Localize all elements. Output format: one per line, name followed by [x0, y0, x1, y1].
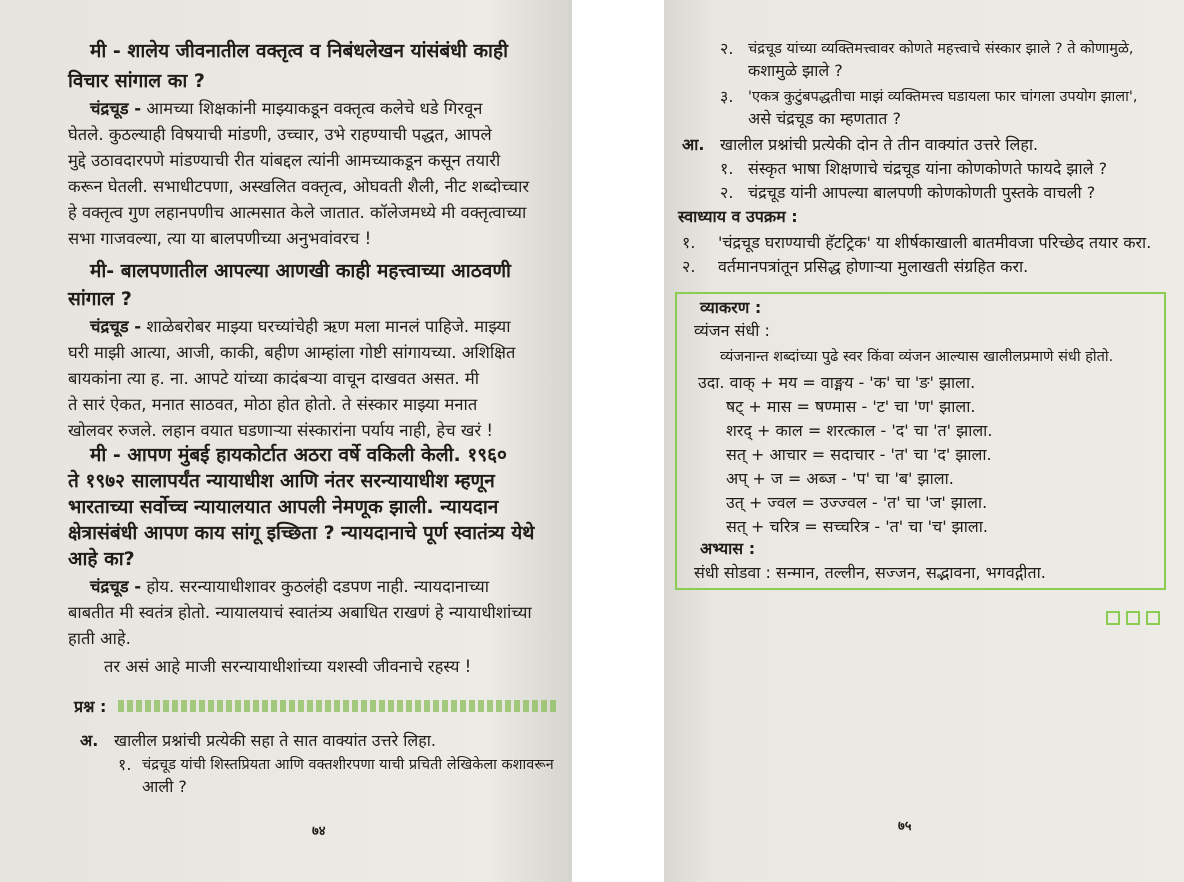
- activity-number: १.: [682, 233, 696, 252]
- question-3-line-2: ते १९७२ सालापर्यंत न्यायाधीश आणि नंतर सरन्यायाधीश म्हणून: [68, 470, 495, 492]
- answer-text: आमच्या शिक्षकांनी माझ्याकडून वक्तृत्व कलेचे धडे गिरवून: [146, 99, 483, 118]
- question-number: २.: [720, 39, 734, 58]
- speaker-label: चंद्रचूड -: [90, 99, 142, 118]
- section-a-instruction: खालील प्रश्नांची प्रत्येकी सहा ते सात वाक्यांत उत्तरे लिहा.: [114, 731, 436, 750]
- grammar-example: उत् + ज्वल = उज्ज्वल - 'त' चा 'ज' झाला.: [726, 493, 988, 512]
- grammar-subheading: व्यंजन संधी :: [694, 321, 770, 340]
- question-3-line-3: भारताच्या सर्वोच्च न्यायालयात आपली नेमणूक झाली. न्यायदान: [68, 496, 499, 518]
- page-gutter: [572, 0, 664, 882]
- answer-3-line-2: बाबतीत मी स्वतंत्र होतो. न्यायालयाचं स्वातंत्र्य अबाधित राखणं हे न्यायाधीशांच्या: [68, 603, 532, 622]
- decorative-square: [1106, 611, 1120, 625]
- answer-3-line-1: [90, 576, 489, 598]
- grammar-example: षट् + मास = षण्मास - 'ट' चा 'ण' झाला.: [726, 397, 976, 416]
- activity-1: 'चंद्रचूड घराण्याची हॅटट्रिक' या शीर्षकाखाली बातमीवजा परिच्छेद तयार करा.: [718, 233, 1152, 252]
- practice-heading: अभ्यास :: [700, 539, 756, 558]
- question-3-line-1: 'एकत्र कुटुंबपद्धतीचा माझं व्यक्तिमत्त्व घडायला फार चांगला उपयोग झाला',: [748, 89, 1138, 105]
- question-number: १.: [118, 755, 132, 774]
- question-3-line-2: असे चंद्रचूड का म्हणतात ?: [748, 109, 901, 128]
- decorative-square: [1146, 611, 1160, 625]
- page-number-left: ७४: [312, 824, 326, 839]
- questions-heading: प्रश्न :: [74, 697, 107, 716]
- question-2-line-2: सांगाल ?: [68, 288, 132, 310]
- answer-1-line-2: घेतले. कुठल्याही विषयाची मांडणी, उच्चार, उभे राहण्याची पद्धत, आपले: [68, 125, 492, 144]
- answer-3-line-3: हाती आहे.: [68, 629, 131, 648]
- exercise-question-line-1: चंद्रचूड यांची शिस्तप्रियता आणि वक्तशीरपणा याची प्रचिती लेखिकेला कशावरून: [142, 757, 554, 773]
- decorative-square: [1126, 611, 1140, 625]
- swadhyay-heading: स्वाध्याय व उपक्रम :: [678, 207, 798, 226]
- question-number: ३.: [720, 87, 734, 106]
- answer-1-line-1: [90, 98, 482, 120]
- answer-2-line-4: ते सारं ऐकत, मनात साठवत, मोठा होत होतो. ते संस्कार माझ्या मनात: [68, 395, 478, 414]
- answer-1-line-4: करून घेतली. सभाधीटपणा, अस्खलित वक्तृत्व, ओघवती शैली, नीट शब्दोच्चार: [68, 177, 530, 196]
- short-question-1: संस्कृत भाषा शिक्षणाचे चंद्रचूड यांना कोणकोणते फायदे झाले ?: [748, 159, 1108, 178]
- grammar-rule: व्यंजनान्त शब्दांच्या पुढे स्वर किंवा व्यंजन आल्यास खालीलप्रमाणे संधी होतो.: [720, 349, 1114, 365]
- grammar-example: अप् + ज = अब्ज - 'प' चा 'ब' झाला.: [726, 469, 954, 488]
- answer-text: होय. सरन्यायाधीशावर कुठलंही दडपण नाही. न्यायदानाच्या: [146, 577, 489, 596]
- answer-2-line-2: घरी माझी आत्या, आजी, काकी, बहीण आम्हांला गोष्टी सांगायच्या. अशिक्षित: [68, 343, 516, 362]
- answer-text: शाळेबरोबर माझ्या घरच्यांचेही ऋण मला मानलं पाहिजे. माझ्या: [146, 317, 511, 336]
- activity-2: वर्तमानपत्रांतून प्रसिद्ध होणाऱ्या मुलाखती संग्रहित करा.: [718, 257, 1029, 276]
- question-3-line-5: आहे का?: [68, 548, 135, 570]
- section-aa-instruction: खालील प्रश्नांची प्रत्येकी दोन ते तीन वाक्यांत उत्तरे लिहा.: [720, 135, 1039, 154]
- answer-1-line-3: मुद्दे उठावदारपणे मांडण्याची रीत यांबद्दल त्यांनी आमच्याकडून कसून तयारी: [68, 151, 501, 170]
- question-2-line-2: कशामुळे झाले ?: [748, 61, 843, 80]
- question-1-line-1: मी - शालेय जीवनातील वक्तृत्व व निबंधलेखन यांसंबंधी काही: [90, 40, 508, 62]
- grammar-example: उदा. वाक् + मय = वाङ्मय - 'क' चा 'ङ' झाला.: [698, 373, 976, 392]
- question-3-line-1: मी - आपण मुंबई हायकोर्टात अठरा वर्षे वकिली केली. १९६०: [90, 444, 507, 466]
- section-aa-label: आ.: [682, 135, 705, 154]
- speaker-label: चंद्रचूड -: [90, 317, 142, 336]
- page-number-right: ७५: [898, 819, 912, 834]
- section-a-label: अ.: [80, 731, 99, 750]
- practice-text: संधी सोडवा : सन्मान, तल्लीन, सज्जन, सद्भावना, भगवद्गीता.: [694, 563, 1046, 582]
- decorative-band: [118, 700, 558, 712]
- answer-2-line-5: खोलवर रुजले. लहान वयात घडणाऱ्या संस्कारांना पर्याय नाही, हेच खरं !: [68, 421, 493, 440]
- question-2-line-1: चंद्रचूड यांच्या व्यक्तिमत्त्वावर कोणते महत्त्वाचे संस्कार झाले ? ते कोणामुळे,: [748, 41, 1134, 57]
- question-2-line-1: मी- बालपणातील आपल्या आणखी काही महत्त्वाच्या आठवणी: [90, 260, 511, 282]
- grammar-heading: व्याकरण :: [700, 298, 762, 317]
- activity-number: २.: [682, 257, 696, 276]
- grammar-example: सत् + आचार = सदाचार - 'त' चा 'द' झाला.: [726, 445, 992, 464]
- closing-line: तर असं आहे माजी सरन्यायाधीशांच्या यशस्वी जीवनाचे रहस्य !: [104, 657, 472, 676]
- short-question-2: चंद्रचूड यांनी आपल्या बालपणी कोणकोणती पुस्तके वाचली ?: [748, 183, 1096, 202]
- speaker-label: चंद्रचूड -: [90, 577, 142, 596]
- answer-1-line-5: हे वक्तृत्व गुण लहानपणीच आत्मसात केले जातात. कॉलेजमध्ये मी वक्तृत्वाच्या: [68, 203, 527, 222]
- question-number: २.: [720, 183, 734, 202]
- grammar-example: सत् + चरित्र = सच्चरित्र - 'त' चा 'च' झाला.: [726, 517, 988, 536]
- question-number: १.: [720, 159, 734, 178]
- grammar-example: शरद् + काल = शरत्काल - 'द' चा 'त' झाला.: [726, 421, 993, 440]
- answer-2-line-1: [90, 316, 511, 338]
- question-3-line-4: क्षेत्रासंबंधी आपण काय सांगू इच्छिता ? न्यायदानाचे पूर्ण स्वातंत्र्य येथे: [68, 522, 535, 544]
- question-1-line-2: विचार सांगाल का ?: [68, 70, 205, 92]
- answer-1-line-6: सभा गाजवल्या, त्या या बालपणीच्या अनुभवांवरच !: [68, 229, 372, 248]
- answer-2-line-3: बायकांना त्या ह. ना. आपटे यांच्या कादंबऱ्या वाचून दाखवत असत. मी: [68, 369, 479, 388]
- exercise-question-line-2: आली ?: [142, 777, 187, 796]
